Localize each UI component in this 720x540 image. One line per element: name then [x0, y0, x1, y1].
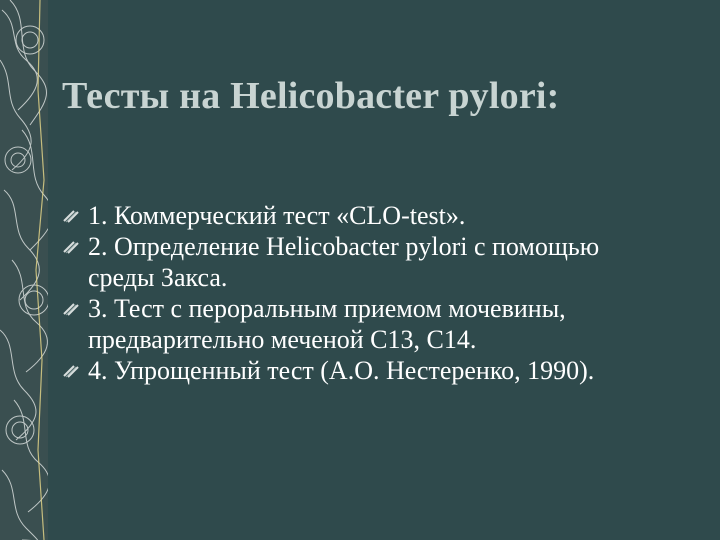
striped-bullet-icon	[62, 302, 80, 316]
striped-bullet-icon	[62, 240, 80, 254]
striped-bullet-icon	[62, 364, 80, 378]
bullet-text-2: 2. Определение Helicobacter pylori с помощью среды Закса.	[88, 232, 600, 292]
topographic-texture-strip	[0, 0, 52, 540]
bullet-list	[62, 200, 652, 386]
bullet-text-4: 4. Упрощенный тест (А.О. Нестеренко, 1990).	[88, 356, 595, 385]
bullet-item-1	[62, 200, 652, 231]
bullet-item-3	[62, 293, 652, 355]
bullet-item-4	[62, 355, 652, 386]
bullet-text-1: 1. Коммерческий тест «CLO-test».	[88, 201, 466, 230]
bullet-text-3: 3. Тест с пероральным приемом мочевины, предварительно меченой С13, С14.	[88, 294, 566, 354]
striped-bullet-icon	[62, 209, 80, 223]
slide-title: Тесты на Helicobacter pylori:	[62, 75, 560, 117]
bullet-item-2	[62, 231, 652, 293]
